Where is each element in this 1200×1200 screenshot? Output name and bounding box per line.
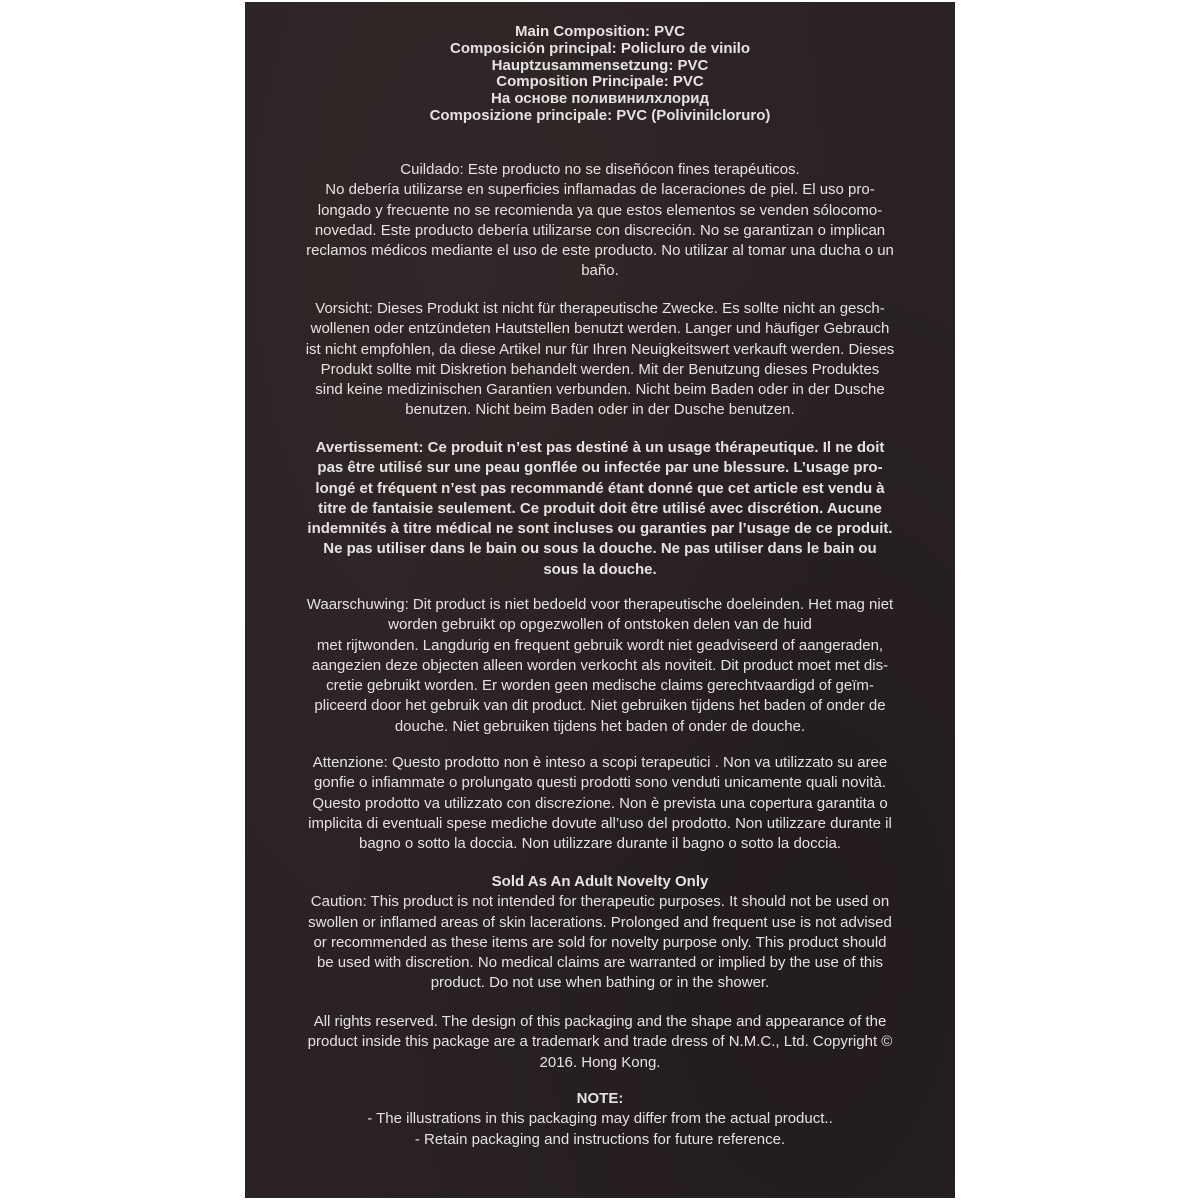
rights-notice xyxy=(245,1012,955,1073)
text-line: met rijtwonden. Langdurig en frequent gebruik wordt niet geadviseerd of aangeraden, xyxy=(316,636,884,654)
note-heading: NOTE: xyxy=(576,1090,624,1107)
text-line: ist nicht empfohlen, da diese Artikel nur für Ihren Neuigkeitswert verkauft werden. Dieses xyxy=(305,340,895,358)
text-line: worden gebruikt op opgezwollen of ontstoken delen van de huid xyxy=(388,616,812,634)
text-line: Composición principal: Policluro de vinilo xyxy=(449,39,751,57)
text-line: or recommended as these items are sold for novelty purpose only. This product should xyxy=(313,933,887,951)
dutch-caution xyxy=(245,595,955,737)
text-line: Questo prodotto va utilizzato con discrezione. Non è prevista una copertura garantita o xyxy=(312,794,888,812)
text-line: gonfie o infiammate o prolungato questi prodotti sono venduti unicamente quali novità. xyxy=(313,774,887,792)
text-line: douche. Niet gebruiken tijdens het baden of onder de douche. xyxy=(394,717,806,735)
text-line: Composizione principale: PVC (Polivinilcloruro) xyxy=(429,106,771,124)
spanish-caution xyxy=(245,160,955,282)
french-caution xyxy=(245,438,955,580)
text-line: Attenzione: Questo prodotto non è inteso a scopi terapeutici . Non va utilizzato su aree xyxy=(312,754,888,771)
text-line: pas être utilisé sur une peau gonflée ou infectée par une blessure. L’usage pro- xyxy=(317,459,883,477)
text-line: titre de fantaisie seulement. Ce produit doit être utilisé avec discrétion. Aucune xyxy=(318,499,882,517)
text-line: Hauptzusammensetzung: PVC xyxy=(491,56,709,74)
text-line: longé et fréquent n’est pas recommandé étant donné que cet article est vendu à xyxy=(315,479,885,497)
text-line: Waarschuwing: Dit product is niet bedoeld voor therapeutische doeleinden. Het mag niet xyxy=(306,596,894,613)
text-line: Main Composition: PVC xyxy=(515,23,685,40)
text-line: be used with discretion. No medical claims are warranted or implied by the use of this xyxy=(316,954,884,972)
text-line: implicita di eventuali spese mediche dovute all’uso del prodotto. Non utilizzare durante il xyxy=(308,814,892,832)
text-line: pliceerd door het gebruik van dit product. Niet gebruiken tijdens het baden of onder de xyxy=(314,697,886,715)
text-line: swollen or inflamed areas of skin lacerations. Prolonged and frequent use is not advised xyxy=(308,913,892,931)
package-label-panel xyxy=(245,2,955,1198)
text-line: baño. xyxy=(581,262,619,280)
text-line: All rights reserved. The design of this packaging and the shape and appearance of the xyxy=(313,1013,887,1030)
english-caution-text xyxy=(245,892,955,993)
text-line: Ne pas utiliser dans le bain ou sous la douche. Ne pas utiliser dans le bain ou xyxy=(323,540,877,558)
text-line: reclamos médicos mediante el uso de este producto. No utilizar al tomar una ducha o un xyxy=(306,242,894,260)
text-line: indemnités à titre médical ne sont incluses ou garanties par l’usage de ce produit. xyxy=(307,520,893,538)
text-line: Cuildado: Este producto no se diseñócon fines terapéuticos. xyxy=(400,161,800,178)
text-line: Vorsicht: Dieses Produkt ist nicht für therapeutische Zwecke. Es sollte nicht an gesch- xyxy=(315,300,885,317)
text-line: Produkt sollte mit Diskretion behandelt werden. Mit der Benutzung dieses Produktes xyxy=(320,360,880,378)
adult-novelty-heading: Sold As An Adult Novelty Only xyxy=(491,873,709,890)
text-line: - The illustrations in this packaging may differ from the actual product.. xyxy=(367,1110,833,1128)
text-line: longado y frecuente no se recomienda ya que estos elementos se venden sólocomo- xyxy=(317,201,883,219)
italian-caution xyxy=(245,753,955,854)
text-line: Caution: This product is not intended for therapeutic purposes. It should not be used on xyxy=(310,893,890,911)
text-line: Composition Principale: PVC xyxy=(496,73,704,91)
text-line: cretie gebruikt worden. Er worden geen medische claims gerechtvaardigd of geïm- xyxy=(326,677,874,695)
text-line: - Retain packaging and instructions for future reference. xyxy=(414,1130,786,1148)
text-line: novedad. Este producto debería utilizarse con discreción. No se garantizan o implican xyxy=(314,221,886,239)
english-caution xyxy=(245,872,955,994)
text-line: 2016. Hong Kong. xyxy=(539,1053,661,1071)
text-line: bagno o sotto la doccia. Non utilizzare durante il bagno o sotto la doccia. xyxy=(359,835,841,853)
text-line: No debería utilizarse en superficies inflamadas de laceraciones de piel. El uso pro- xyxy=(325,181,875,199)
text-line: wollenen oder entzündeten Hautstellen benutzt werden. Langer und häufiger Gebrauch xyxy=(310,320,890,338)
text-line: sind keine medizinischen Garantien verbunden. Nicht beim Baden oder in der Dusche xyxy=(315,381,885,399)
german-caution xyxy=(245,299,955,421)
text-line: benutzen. Nicht beim Baden oder in der Dusche benutzen. xyxy=(405,401,795,419)
text-line: Avertissement: Ce produit n’est pas destiné à un usage thérapeutique. Il ne doit xyxy=(315,439,885,456)
text-line: sous la douche. xyxy=(543,560,657,578)
composition-block xyxy=(245,24,955,125)
text-line: product. Do not use when bathing or in the shower. xyxy=(430,974,770,992)
text-line: aangezien deze objecten alleen worden verkocht als noviteit. Dit product moet met dis- xyxy=(311,656,889,674)
note-block xyxy=(245,1089,955,1150)
text-line: На основе поливинилхлорид xyxy=(491,90,709,108)
text-line: product inside this package are a trademark and trade dress of N.M.C., Ltd. Copyright © xyxy=(307,1033,893,1051)
note-text xyxy=(245,1109,955,1150)
